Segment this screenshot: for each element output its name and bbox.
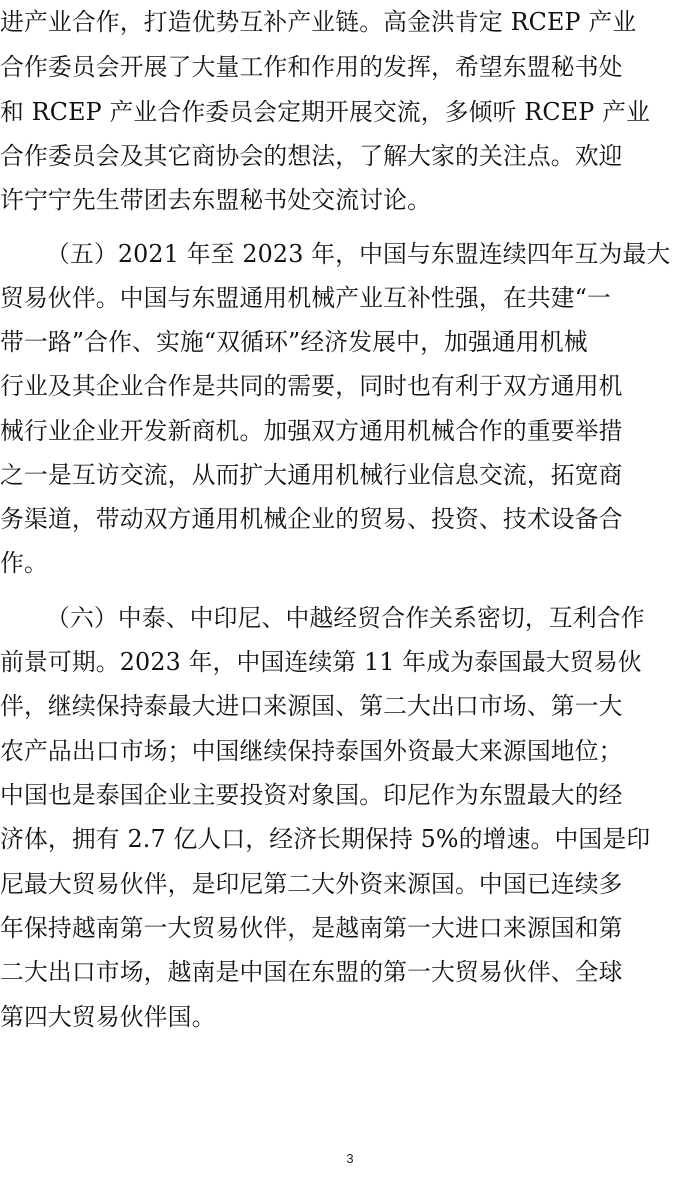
body-text-line: 农产品出口市场；中国继续保持泰国外资最大来源国地位； bbox=[0, 737, 623, 765]
body-text-line: 二大出口市场，越南是中国在东盟的第一大贸易伙伴、全球 bbox=[0, 958, 623, 986]
body-text-line: 尼最大贸易伙伴，是印尼第二大外资来源国。中国已连续多 bbox=[0, 870, 623, 898]
body-text-line: 伴，继续保持泰最大进口来源国、第二大出口市场、第一大 bbox=[0, 692, 623, 720]
paragraph-five-heading-line: （五）2021 年至 2023 年，中国与东盟连续四年互为最大 bbox=[46, 240, 671, 268]
body-text-line: 年保持越南第一大贸易伙伴，是越南第一大进口来源国和第 bbox=[0, 914, 623, 942]
body-text-line: 行业及其企业合作是共同的需要，同时也有利于双方通用机 bbox=[0, 372, 623, 400]
body-text-line: 和 RCEP 产业合作委员会定期开展交流，多倾听 RCEP 产业 bbox=[0, 98, 651, 126]
body-text-line: 合作委员会开展了大量工作和作用的发挥，希望东盟秘书处 bbox=[0, 53, 623, 81]
body-text-line: 前景可期。2023 年，中国连续第 11 年成为泰国最大贸易伙 bbox=[0, 648, 642, 676]
body-text-line: 械行业企业开发新商机。加强双方通用机械合作的重要举措 bbox=[0, 417, 623, 445]
body-text-line: 贸易伙伴。中国与东盟通用机械产业互补性强，在共建“一 bbox=[0, 284, 611, 312]
body-text-line: 第四大贸易伙伴国。 bbox=[0, 1003, 216, 1031]
body-text-line: 合作委员会及其它商协会的想法，了解大家的关注点。欢迎 bbox=[0, 142, 623, 170]
body-text-line: 带一路”合作、实施“双循环”经济发展中，加强通用机械 bbox=[0, 328, 588, 356]
body-text-line: 中国也是泰国企业主要投资对象国。印尼作为东盟最大的经 bbox=[0, 781, 623, 809]
body-text-line: 之一是互访交流，从而扩大通用机械行业信息交流，拓宽商 bbox=[0, 461, 623, 489]
paragraph-six-heading-line: （六）中泰、中印尼、中越经贸合作关系密切，互利合作 bbox=[46, 604, 645, 632]
page-number: 3 bbox=[346, 1151, 354, 1166]
body-text-line: 作。 bbox=[0, 549, 48, 577]
body-text-line: 许宁宁先生带团去东盟秘书处交流讨论。 bbox=[0, 186, 432, 214]
body-text-line: 进产业合作，打造优势互补产业链。高金洪肯定 RCEP 产业 bbox=[0, 8, 637, 36]
body-text-line: 务渠道，带动双方通用机械企业的贸易、投资、技术设备合 bbox=[0, 505, 623, 533]
body-text-line: 济体，拥有 2.7 亿人口，经济长期保持 5%的增速。中国是印 bbox=[0, 825, 651, 853]
